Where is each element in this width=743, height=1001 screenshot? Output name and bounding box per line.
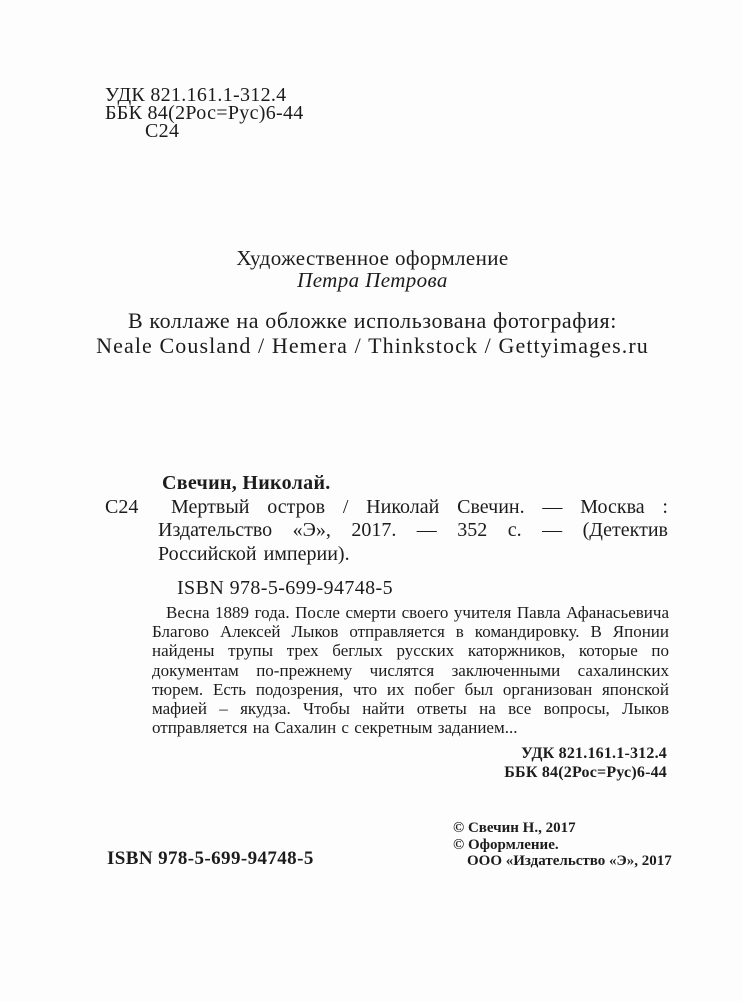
bottom-bbk-line: ББК 84(2Рос=Рус)6-44 xyxy=(504,764,667,781)
bottom-isbn-line: ISBN 978-5-699-94748-5 xyxy=(107,848,314,869)
catalog-isbn-line: ISBN 978-5-699-94748-5 xyxy=(177,577,394,599)
catalog-entry-text: Мертвый остров / Николай Свечин. — Москва : Издательство «Э», 2017. — 352 с. — (Детектив Российской империи). xyxy=(158,495,668,565)
photo-credit-names: Neale Cousland / Hemera / Thinkstock / Gettyimages.ru xyxy=(96,333,649,358)
copyright-design-line: © Оформление. xyxy=(453,836,559,853)
top-classification-block xyxy=(105,86,304,140)
top-bbk-line: ББК 84(2Рос=Рус)6-44 xyxy=(105,102,304,124)
photo-credit-label: В коллаже на обложке использована фотография: xyxy=(128,308,617,333)
bottom-udk-line: УДК 821.161.1-312.4 xyxy=(521,745,667,762)
credits-block xyxy=(75,247,670,358)
copyright-author-line: © Свечин Н., 2017 xyxy=(453,820,576,836)
annotation-paragraph: Весна 1889 года. После смерти своего учителя Павла Афанасьевича Благово Алексей Лыков отправляется в командировку. В Японии найдены трупы трех беглых русских каторжников, которые по документам по-прежнему числятся заключенными сахалинских тюрем. Есть подозрения, что их побег был организован японской мафией – якудза. Чтобы найти ответы на все вопросы, Лыков отправляется на Сахалин с секретным заданием... xyxy=(152,603,669,738)
design-credit-label: Художественное оформление xyxy=(236,246,509,270)
bottom-classification-block xyxy=(504,744,667,782)
catalog-card xyxy=(105,472,668,601)
top-udk-line: УДК 821.161.1-312.4 xyxy=(105,84,287,106)
catalog-code: С24 xyxy=(105,495,139,518)
copyright-block xyxy=(453,820,672,870)
catalog-entry-row xyxy=(105,496,668,567)
copyright-publisher-line: ООО «Издательство «Э», 2017 xyxy=(467,853,672,869)
catalog-author-heading: Свечин, Николай. xyxy=(162,472,331,494)
designer-name: Петра Петрова xyxy=(297,268,448,292)
top-classification-code: С24 xyxy=(145,120,180,142)
